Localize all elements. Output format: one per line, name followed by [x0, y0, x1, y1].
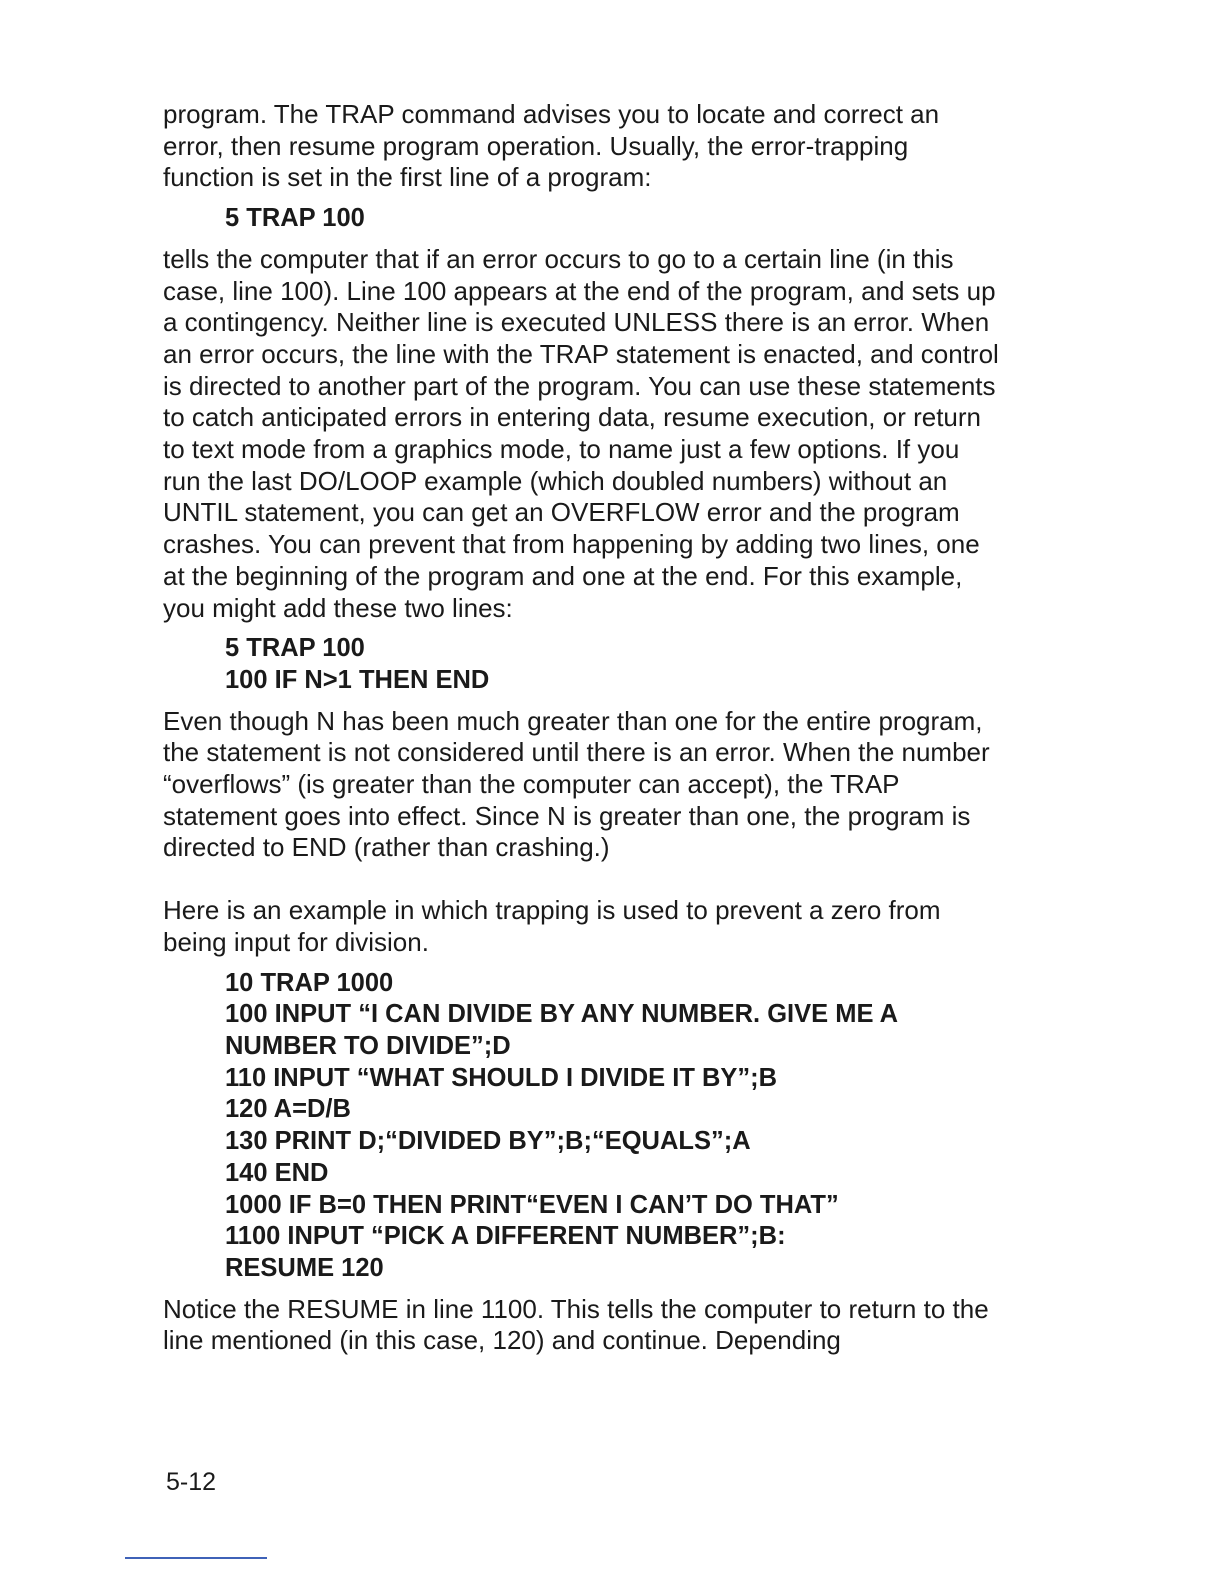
code-line: 110 INPUT “WHAT SHOULD I DIVIDE IT BY”;B	[225, 1063, 778, 1092]
paragraph-overflow-explanation: Even though N has been much greater than one for the entire program, the statement is not considered until there is an error. When the number “overflows” (is greater than the computer can accept), the TRAP statement goes into effect. Since N is greater than one, the program is directed to END (rather than crashing.)	[163, 705, 990, 863]
page-number: 5-12	[166, 1468, 217, 1496]
page-content	[163, 99, 1003, 1357]
code-line: 5 TRAP 100	[225, 634, 365, 663]
code-line: 10 TRAP 1000	[225, 968, 394, 997]
footer-rule	[125, 1557, 267, 1559]
code-line: 130 PRINT D;“DIVIDED BY”;B;“EQUALS”;A	[225, 1127, 751, 1156]
code-line: 120 A=D/B	[225, 1095, 351, 1124]
code-line: 5 TRAP 100	[225, 204, 365, 233]
code-line: RESUME 120	[225, 1253, 384, 1282]
code-block-division	[163, 968, 1003, 1285]
code-line: 1000 IF B=0 THEN PRINT“EVEN I CAN’T DO THAT”	[225, 1190, 839, 1219]
code-line: 100 INPUT “I CAN DIVIDE BY ANY NUMBER. GIVE ME A NUMBER TO DIVIDE”;D	[225, 1000, 898, 1060]
code-line: 100 IF N>1 THEN END	[225, 665, 490, 694]
paragraph-division-intro: Here is an example in which trapping is used to prevent a zero from being input for division.	[163, 895, 941, 957]
paragraph-resume-explanation: Notice the RESUME in line 1100. This tells the computer to return to the line mentioned (in this case, 120) and continue. Depending	[163, 1293, 989, 1356]
code-line: 1100 INPUT “PICK A DIFFERENT NUMBER”;B:	[225, 1222, 786, 1251]
paragraph-trap-explanation: tells the computer that if an error occurs to go to a certain line (in this case, line 100). Line 100 appears at the end of the program, and sets up a contingency. Neither line is executed UNLESS there is an error. When an error occurs, the line with the TRAP statement is enacted, and control is directed to another part of the program. You can use these statements to catch anticipated errors in entering data, resume execution, or return to text mode from a graphics mode, to name just a few options. If you run the last DO/LOOP example (which doubled numbers) without an UNTIL statement, you can get an OVERFLOW error and the program crashes. You can prevent that from happening by adding two lines, one at the beginning of the program and one at the end. For this example, you might add these two lines:	[163, 243, 999, 623]
code-line: 140 END	[225, 1158, 329, 1187]
code-block-overflow	[163, 633, 1003, 696]
paragraph-intro: program. The TRAP command advises you to locate and correct an error, then resume program operation. Usually, the error-trapping function is set in the first line of a program:	[163, 99, 940, 193]
code-block-trap	[163, 203, 1003, 235]
